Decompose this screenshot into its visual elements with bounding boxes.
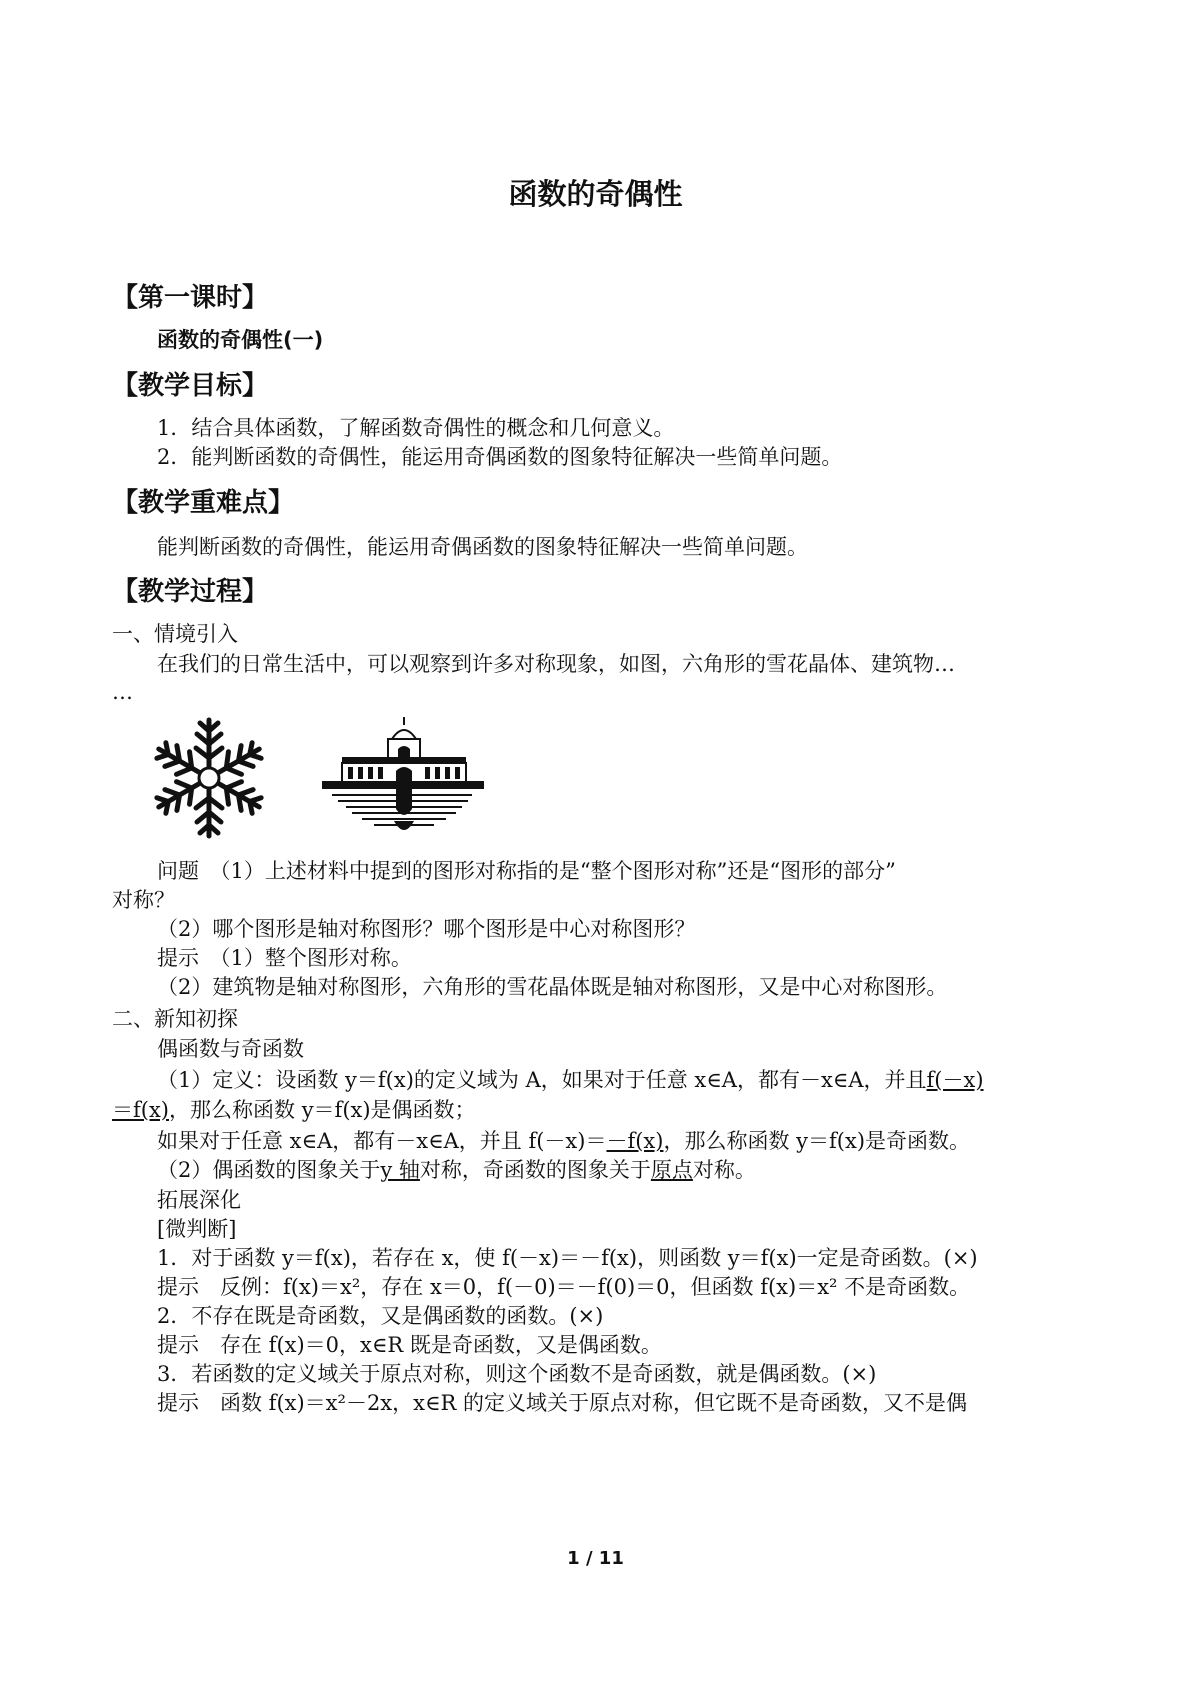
objective-1: 1．结合具体函数，了解函数奇偶性的概念和几何意义。 <box>157 416 675 440</box>
objective-2: 2．能判断函数的奇偶性，能运用奇偶函数的图象特征解决一些简单问题。 <box>157 445 843 469</box>
judge-2-hint: 提示 存在 f(x)＝0，x∈R 既是奇函数，又是偶函数。 <box>157 1333 662 1357</box>
heading-process: 【教学过程】 <box>112 577 269 607</box>
graph-symmetry-text-c: 对称。 <box>692 1158 756 1182</box>
definition-even-text-end: ，那么称函数 y＝f(x)是偶函数； <box>169 1098 476 1122</box>
heading-keypoints: 【教学重难点】 <box>112 488 295 518</box>
judge-heading: [微判断] <box>157 1217 237 1241</box>
question-2: （2）哪个图形是轴对称图形？哪个图形是中心对称图形？ <box>157 917 696 941</box>
graph-symmetry-blank-2: 原点 <box>650 1158 693 1182</box>
graph-symmetry-text-a: （2）偶函数的图象关于 <box>157 1158 381 1182</box>
graph-symmetry <box>157 1155 756 1186</box>
definition-even-blank-a: f(－x) <box>926 1068 984 1092</box>
definition-even-line1 <box>157 1065 984 1096</box>
judge-1-hint: 提示 反例：f(x)＝x²，存在 x＝0，f(－0)＝－f(0)＝0，但函数 f(x)＝x² 不是奇函数。 <box>157 1275 971 1299</box>
definition-odd-text: 如果对于任意 x∈A，都有－x∈A，并且 f(－x)＝ <box>157 1129 607 1153</box>
hint-2: （2）建筑物是轴对称图形，六角形的雪花晶体既是轴对称图形，又是中心对称图形。 <box>157 975 948 999</box>
definition-even-line2 <box>112 1095 476 1126</box>
question-1: 问题 （1）上述材料中提到的图形对称指的是“整个图形对称”还是“图形的部分” <box>157 859 896 883</box>
part2-heading: 二、新知初探 <box>112 1007 238 1031</box>
definition-odd <box>157 1126 970 1157</box>
extend-heading: 拓展深化 <box>157 1188 241 1212</box>
judge-3: 3．若函数的定义域关于原点对称，则这个函数不是奇函数，就是偶函数。(×) <box>157 1362 877 1386</box>
hint-1: 提示 （1）整个图形对称。 <box>157 946 412 970</box>
part2-subheading: 偶函数与奇函数 <box>157 1037 304 1061</box>
graph-symmetry-blank-1: y 轴 <box>380 1158 420 1182</box>
heading-lesson: 【第一课时】 <box>112 283 269 313</box>
judge-1: 1．对于函数 y＝f(x)，若存在 x，使 f(－x)＝－f(x)，则函数 y＝f(x)一定是奇函数。(×) <box>157 1246 978 1270</box>
definition-odd-text-end: ，那么称函数 y＝f(x)是奇函数。 <box>663 1129 971 1153</box>
keypoints-text: 能判断函数的奇偶性，能运用奇偶函数的图象特征解决一些简单问题。 <box>157 535 808 559</box>
graph-symmetry-text-b: 对称，奇函数的图象关于 <box>419 1158 651 1182</box>
page-number: 1 / 11 <box>567 1548 624 1569</box>
definition-odd-blank: －f(x) <box>606 1129 664 1153</box>
part1-line1-cont: … <box>112 680 133 704</box>
definition-even-blank-b: ＝f(x) <box>112 1098 170 1122</box>
building-reflection-image <box>322 717 484 841</box>
part1-line1: 在我们的日常生活中，可以观察到许多对称现象，如图，六角形的雪花晶体、建筑物… <box>157 652 955 676</box>
question-1-cont: 对称？ <box>112 888 175 912</box>
lesson-subtitle: 函数的奇偶性(一) <box>157 328 324 352</box>
definition-even-text: （1）定义：设函数 y＝f(x)的定义域为 A，如果对于任意 x∈A，都有－x∈A，并且 <box>157 1068 927 1092</box>
judge-2: 2．不存在既是奇函数，又是偶函数的函数。(×) <box>157 1304 604 1328</box>
heading-objectives: 【教学目标】 <box>112 371 269 401</box>
part1-heading: 一、情境引入 <box>112 622 238 646</box>
snowflake-image <box>148 713 270 843</box>
judge-3-hint: 提示 函数 f(x)＝x²－2x，x∈R 的定义域关于原点对称，但它既不是奇函数，又不是偶 <box>157 1391 968 1415</box>
page-title: 函数的奇偶性 <box>508 177 683 211</box>
